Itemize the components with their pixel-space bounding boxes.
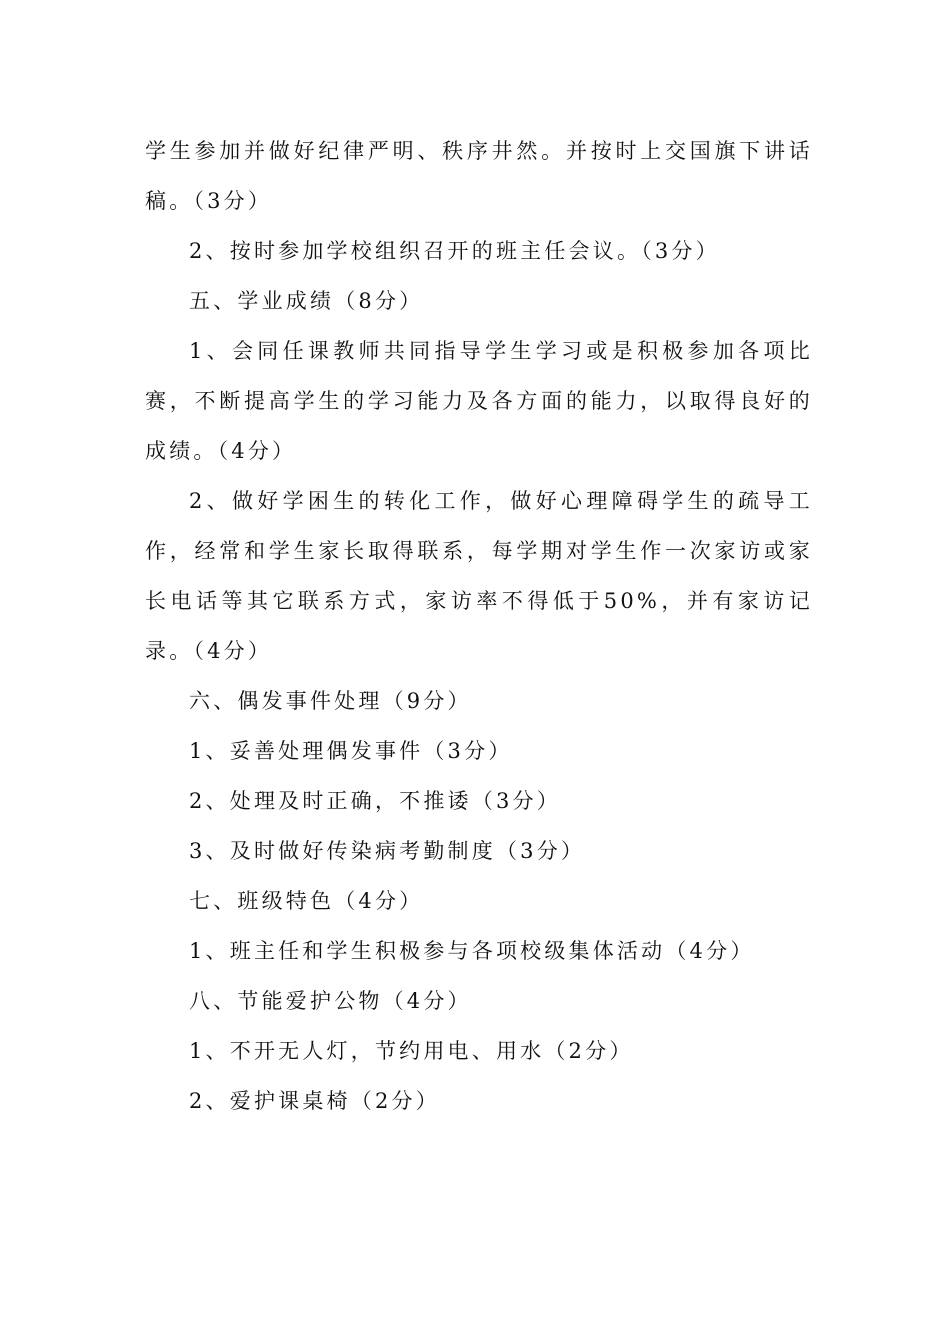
- section-heading: 七、班级特色（4分）: [189, 889, 424, 913]
- paragraph-item: 1、妥善处理偶发事件（3分）: [189, 739, 513, 763]
- paragraph-item: 1、不开无人灯，节约用电、用水（2分）: [189, 1039, 634, 1063]
- paragraph-item: 1、班主任和学生积极参与各项校级集体活动（4分）: [189, 939, 755, 963]
- paragraph-item: 2、按时参加学校组织召开的班主任会议。（3分）: [189, 239, 720, 263]
- section-heading: 六、偶发事件处理（9分）: [189, 689, 472, 713]
- section-heading: 八、节能爱护公物（4分）: [189, 989, 472, 1013]
- document-page: [145, 126, 813, 1126]
- paragraph-item: 2、爱护课桌椅（2分）: [189, 1089, 440, 1113]
- section-heading: 五、学业成绩（8分）: [189, 289, 424, 313]
- paragraph-item: 3、及时做好传染病考勤制度（3分）: [189, 839, 586, 863]
- paragraph-continued-item: 学生参加并做好纪律严明、秩序井然。并按时上交国旗下讲话稿。（3分）: [145, 139, 813, 213]
- paragraph-item: 2、做好学困生的转化工作，做好心理障碍学生的疏导工作，经常和学生家长取得联系，每学期对学生作一次家访或家长电话等其它联系方式，家访率不得低于50%，并有家访记录。（4分）: [145, 489, 813, 663]
- paragraph-item: 2、处理及时正确，不推诿（3分）: [189, 789, 561, 813]
- paragraph-item: 1、会同任课教师共同指导学生学习或是积极参加各项比赛，不断提高学生的学习能力及各方面的能力，以取得良好的成绩。（4分）: [145, 339, 813, 463]
